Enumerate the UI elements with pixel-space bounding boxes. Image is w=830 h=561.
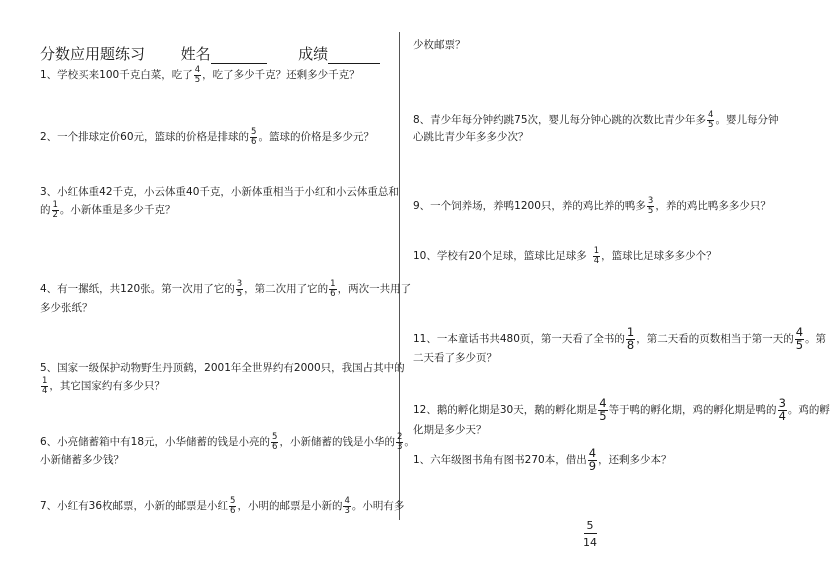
fraction: $\frac{4}{3}$	[344, 496, 350, 516]
fraction: $\frac{2}{3}$	[396, 432, 403, 452]
page-title: 分数应用题练习	[40, 45, 146, 63]
fraction: $\frac{4}{5}$	[194, 65, 201, 85]
question-6-line-1: 6、小亮储蓄箱中有18元，小华储蓄的钱是小亮的 $\frac{5}{6}$ ，小新储蓄的钱是小华的 $\frac{2}{3}$ 。	[40, 432, 415, 452]
question-5-line-2: $\frac{1}{4}$ ，其它国家约有多少只？	[42, 376, 165, 396]
question-2: 2、一个排球定价60元，篮球的价格是排球的 $\frac{5}{6}$ 。篮球的价格是多少元？	[40, 127, 374, 147]
fraction: $\frac{1}{4}$	[42, 376, 48, 396]
worksheet-header	[40, 43, 380, 64]
question-10: 10、学校有20个足球，篮球比足球多 $\frac{1}{4}$ ，篮球比足球多多少个？	[413, 246, 717, 266]
fraction: $\frac{5}{6}$	[230, 496, 236, 516]
question-11-line-1: 11、一本童话书共480页，第一天看了全书的 $\frac{1}{8}$ ，第二天看的页数相当于第一天的 $\frac{4}{5}$ 。第	[413, 325, 827, 352]
question-6-line-2: 小新储蓄多少钱？	[40, 454, 124, 466]
question-7-line-2: 少枚邮票？	[413, 39, 466, 51]
score-blank	[328, 49, 380, 64]
fraction: $\frac{3}{4}$	[778, 396, 786, 423]
question-8-line-1: 8、青少年每分钟约跳75次，婴儿每分钟心跳的次数比青少年多 $\frac{4}{5}$ 。婴儿每分钟	[413, 110, 779, 130]
fraction: $\frac{1}{6}$	[330, 279, 336, 299]
name-label: 姓名	[180, 45, 211, 63]
question-3-line-2: 的 $\frac{1}{2}$ 。小新体重是多少千克？	[40, 200, 176, 220]
fraction: $\frac{1}{2}$	[52, 200, 58, 220]
fraction: $\frac{5}{6}$	[272, 432, 278, 452]
page-number	[580, 520, 600, 548]
question-7-line-1: 7、小红有36枚邮票，小新的邮票是小红 $\frac{5}{6}$ ，小明的邮票是小新的 $\frac{4}{3}$ 。小明有多	[40, 496, 405, 516]
fraction: $\frac{4}{9}$	[588, 446, 597, 473]
fraction: $\frac{4}{5}$	[708, 110, 714, 130]
page-number-current: 5	[584, 520, 597, 534]
question-9: 9、一个饲养场，养鸭1200只，养的鸡比养的鸭多 $\frac{3}{5}$ ，养的鸡比鸭多多少只？	[413, 196, 771, 216]
name-blank	[211, 49, 267, 64]
question-11-line-2: 二天看了多少页？	[413, 352, 497, 364]
question-1: 1、学校买来100千克白菜，吃了 $\frac{4}{5}$ ，吃了多少千克？还剩多少千克？	[40, 65, 360, 85]
fraction: $\frac{4}{5}$	[599, 396, 607, 423]
score-label: 成绩	[298, 45, 329, 63]
fraction: $\frac{5}{6}$	[251, 127, 257, 147]
fraction: $\frac{1}{8}$	[626, 325, 635, 352]
page-number-total: 14	[583, 536, 597, 549]
fraction: $\frac{4}{5}$	[795, 325, 804, 352]
question-3-line-1: 3、小红体重42千克，小云体重40千克，小新体重相当于小红和小云体重总和	[40, 186, 399, 198]
fraction: $\frac{3}{5}$	[647, 196, 654, 216]
question-4-line-2: 多少张纸？	[40, 302, 93, 314]
question-4-line-1: 4、有一摞纸，共120张。第一次用了它的 $\frac{3}{5}$ ，第二次用了它的 $\frac{1}{6}$ ，两次一共用了	[40, 279, 412, 299]
question-5-line-1: 5、国家一级保护动物野生丹顶鹤，2001年全世界约有2000只，我国占其中的	[40, 362, 405, 374]
question-12-line-1: 12、鹅的孵化期是30天，鹅的孵化期是 $\frac{4}{5}$ 等于鸭的孵化期，鸡的孵化期是鸭的 $\frac{3}{4}$ 。鸡的孵	[413, 396, 830, 423]
fraction: $\frac{1}{4}$	[593, 246, 600, 266]
fraction: $\frac{3}{5}$	[236, 279, 243, 299]
question-12-line-2: 化期是多少天？	[413, 424, 487, 436]
question-8-line-2: 心跳比青少年多多少次？	[413, 131, 529, 143]
question-13: 1、六年级图书角有图书270本，借出 $\frac{4}{9}$ ，还剩多少本？	[413, 446, 672, 473]
